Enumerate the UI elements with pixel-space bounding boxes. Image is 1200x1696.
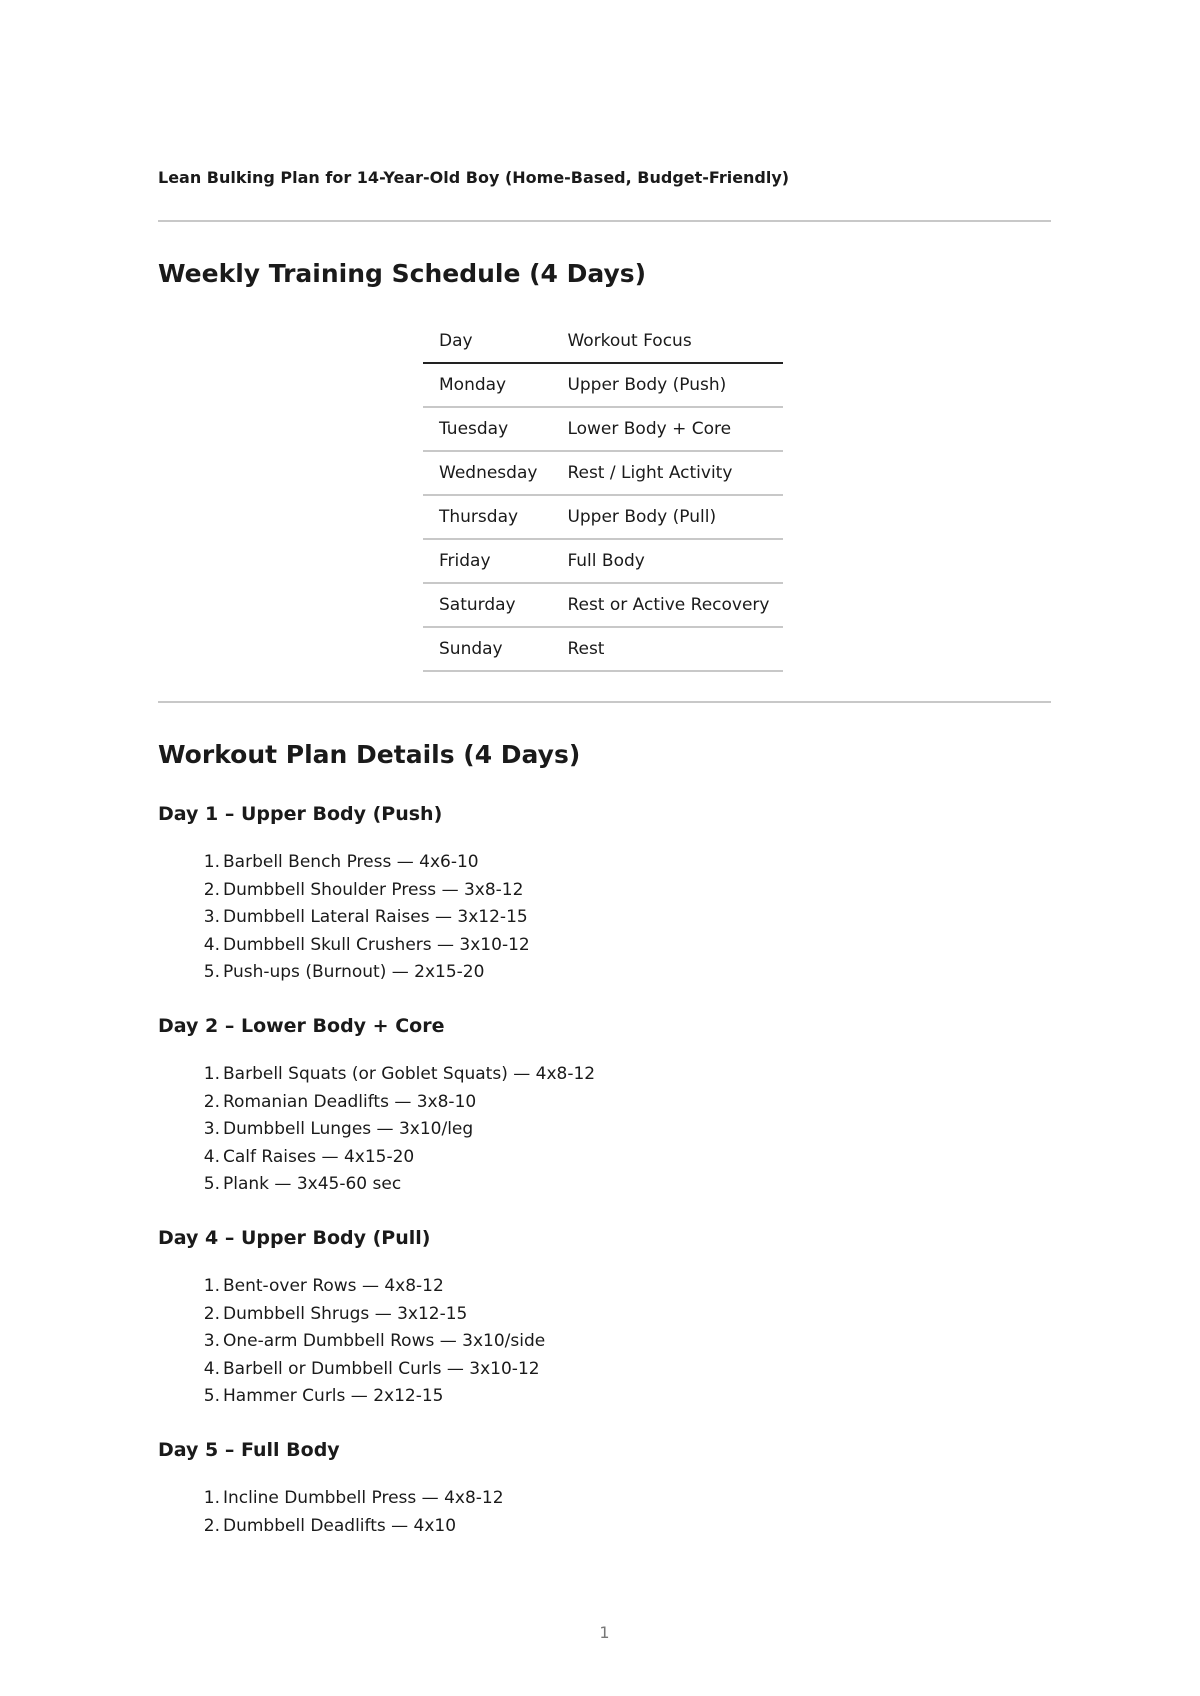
exercise-text: Barbell Squats (or Goblet Squats) — 4x8-12 <box>223 1064 596 1084</box>
exercise-text: Dumbbell Lateral Raises — 3x12-15 <box>223 907 528 927</box>
exercise-text: Dumbbell Shoulder Press — 3x8-12 <box>223 879 524 900</box>
exercise-text: Calf Raises — 4x15-20 <box>223 1146 415 1167</box>
list-item: 1. Incline Dumbbell Press — 4x8-12 <box>203 1488 504 1508</box>
table-cell-day: Saturday <box>423 583 551 627</box>
table-row <box>423 495 783 539</box>
exercise-list <box>158 1485 1051 1540</box>
list-item: 1. Bent-over Rows — 4x8-12 <box>203 1276 444 1296</box>
table-row <box>423 583 783 627</box>
document-title: Lean Bulking Plan for 14-Year-Old Boy (Home-Based, Budget-Friendly) <box>158 168 790 187</box>
day-1-section <box>158 799 1051 987</box>
table-row <box>423 363 783 407</box>
list-item: 1. Barbell Bench Press — 4x6-10 <box>203 852 479 872</box>
table-cell-day: Monday <box>423 363 551 407</box>
table-cell-day: Sunday <box>423 627 551 671</box>
list-item: 5. Plank — 3x45-60 sec <box>203 1174 402 1194</box>
list-item: 4. Calf Raises — 4x15-20 <box>203 1146 415 1167</box>
page-number: 1 <box>599 1623 610 1642</box>
day-5-section <box>158 1435 1051 1540</box>
list-item: 5. Hammer Curls — 2x12-15 <box>203 1386 444 1406</box>
list-item: 3. Dumbbell Lateral Raises — 3x12-15 <box>203 907 528 927</box>
document-page <box>158 0 1051 1696</box>
exercise-text: Dumbbell Deadlifts — 4x10 <box>223 1515 457 1536</box>
table-cell-focus: Rest or Active Recovery <box>551 583 783 627</box>
exercise-text: Incline Dumbbell Press — 4x8-12 <box>223 1488 504 1508</box>
exercise-text: Push-ups (Burnout) — 2x15-20 <box>223 962 485 982</box>
exercise-text: Romanian Deadlifts — 3x8-10 <box>223 1091 477 1112</box>
table-cell-focus: Full Body <box>551 539 783 583</box>
list-item: 4. Dumbbell Skull Crushers — 3x10-12 <box>203 934 530 955</box>
exercise-text: Hammer Curls — 2x12-15 <box>223 1386 444 1406</box>
exercise-text: Dumbbell Shrugs — 3x12-15 <box>223 1303 468 1324</box>
exercise-text: Bent-over Rows — 4x8-12 <box>223 1276 444 1296</box>
day-4-section <box>158 1223 1051 1411</box>
table-row <box>423 407 783 451</box>
table-header-row <box>423 320 783 363</box>
table-cell-day: Tuesday <box>423 407 551 451</box>
list-item: 4. Barbell or Dumbbell Curls — 3x10-12 <box>203 1358 540 1379</box>
day-heading: Day 4 – Upper Body (Pull) <box>158 1227 431 1249</box>
exercise-text: Plank — 3x45-60 sec <box>223 1174 402 1194</box>
details-heading: Workout Plan Details (4 Days) <box>158 740 581 769</box>
exercise-text: One-arm Dumbbell Rows — 3x10/side <box>223 1331 546 1351</box>
list-item: 3. Dumbbell Lunges — 3x10/leg <box>203 1119 474 1139</box>
list-item: 2. Dumbbell Deadlifts — 4x10 <box>203 1515 457 1536</box>
table-row <box>423 627 783 671</box>
table-cell-focus: Rest <box>551 627 783 671</box>
table-cell-focus: Rest / Light Activity <box>551 451 783 495</box>
list-item: 2. Dumbbell Shoulder Press — 3x8-12 <box>203 879 524 900</box>
exercise-list <box>158 1061 1051 1199</box>
day-heading: Day 1 – Upper Body (Push) <box>158 803 443 825</box>
exercise-text: Barbell Bench Press — 4x6-10 <box>223 852 479 872</box>
day-2-section <box>158 1011 1051 1199</box>
list-item: 5. Push-ups (Burnout) — 2x15-20 <box>203 962 485 982</box>
weekly-schedule-table <box>423 320 783 672</box>
table-cell-day: Friday <box>423 539 551 583</box>
exercise-text: Barbell or Dumbbell Curls — 3x10-12 <box>223 1358 540 1379</box>
list-item: 2. Romanian Deadlifts — 3x8-10 <box>203 1091 477 1112</box>
table-cell-focus: Upper Body (Push) <box>551 363 783 407</box>
table-row <box>423 451 783 495</box>
list-item: 1. Barbell Squats (or Goblet Squats) — 4x8-12 <box>203 1064 596 1084</box>
table-cell-focus: Upper Body (Pull) <box>551 495 783 539</box>
list-item: 3. One-arm Dumbbell Rows — 3x10/side <box>203 1331 546 1351</box>
table-cell-focus: Lower Body + Core <box>551 407 783 451</box>
exercise-list <box>158 1273 1051 1411</box>
exercise-text: Dumbbell Lunges — 3x10/leg <box>223 1119 474 1139</box>
table-row <box>423 539 783 583</box>
horizontal-rule <box>158 701 1051 703</box>
day-heading: Day 2 – Lower Body + Core <box>158 1015 445 1037</box>
table-cell-day: Wednesday <box>423 451 551 495</box>
table-cell-day: Thursday <box>423 495 551 539</box>
exercise-list <box>158 849 1051 987</box>
horizontal-rule <box>158 220 1051 222</box>
list-item: 2. Dumbbell Shrugs — 3x12-15 <box>203 1303 468 1324</box>
column-header-focus: Workout Focus <box>551 320 783 363</box>
exercise-text: Dumbbell Skull Crushers — 3x10-12 <box>223 934 530 955</box>
column-header-day: Day <box>423 320 551 363</box>
schedule-heading: Weekly Training Schedule (4 Days) <box>158 259 647 288</box>
day-heading: Day 5 – Full Body <box>158 1439 340 1461</box>
